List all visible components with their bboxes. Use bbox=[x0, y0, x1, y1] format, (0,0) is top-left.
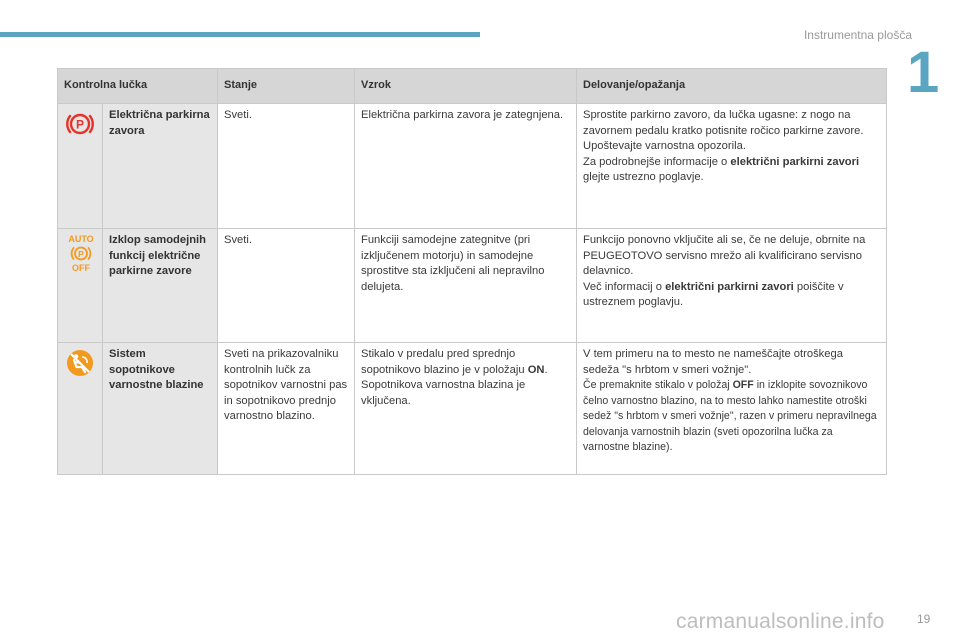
icon-label-p: P bbox=[78, 249, 84, 259]
icon-cell bbox=[58, 229, 103, 343]
lamp-name: Električna parkirna zavora bbox=[103, 104, 218, 229]
action-text-part: glejte ustrezno poglavje. bbox=[583, 171, 704, 183]
icon-cell bbox=[58, 343, 103, 475]
lamp-action bbox=[577, 104, 887, 229]
action-text: Funkcijo ponovno vključite ali se, če ne deluje, obrnite na PEUGEOTOVO servisno mrežo ali kvalificirano servisno delavnico. bbox=[583, 234, 866, 277]
table-header-row bbox=[58, 69, 887, 104]
lamp-state: Sveti. bbox=[218, 104, 355, 229]
cause-text bbox=[361, 347, 570, 378]
icon-label-auto: AUTO bbox=[68, 234, 94, 244]
action-switch-off: OFF bbox=[732, 379, 754, 391]
page-number: 19 bbox=[917, 612, 931, 626]
watermark: carmanualsonline.info bbox=[676, 610, 885, 633]
lamp-action bbox=[577, 229, 887, 343]
header-accent-bar bbox=[0, 32, 480, 37]
action-text bbox=[583, 280, 880, 311]
column-header-action: Delovanje/opažanja bbox=[577, 69, 887, 104]
lamp-cause bbox=[355, 343, 577, 475]
cause-text-part: Stikalo v predalu pred sprednjo sopotnikovo blazino je v položaju bbox=[361, 348, 528, 376]
table-row bbox=[58, 343, 887, 475]
icon-cell bbox=[58, 104, 103, 229]
action-text: Upoštevajte varnostna opozorila. bbox=[583, 140, 746, 152]
lamp-state: Sveti na prikazovalniku kontrolnih lučk za sopotnikov varnostni pas in sopotnikovo prednjo varnostno blazino. bbox=[218, 343, 355, 475]
auto-parking-brake-off-icon bbox=[64, 233, 98, 273]
cause-switch-on: ON bbox=[527, 363, 545, 376]
cause-text: Sopotnikova varnostna blazina je vključena. bbox=[361, 379, 526, 407]
lamp-state: Sveti. bbox=[218, 229, 355, 343]
lamp-name: Izklop samodejnih funkcij električne parkirne zavore bbox=[103, 229, 218, 343]
action-link-text: električni parkirni zavori bbox=[665, 280, 794, 293]
action-text: V tem primeru na to mesto ne nameščajte otroškega sedeža "s hrbtom v smeri vožnje". bbox=[583, 348, 843, 376]
chapter-number: 1 bbox=[907, 40, 940, 105]
column-header-state: Stanje bbox=[218, 69, 355, 104]
action-text: Sprostite parkirno zavoro, da lučka ugasne: z nogo na zavornem pedalu kratko potisnite ročico parkirne zavore. bbox=[583, 109, 864, 137]
action-text-part: Če premaknite stikalo v položaj bbox=[583, 379, 733, 391]
table-row bbox=[58, 104, 887, 229]
action-link-text: električni parkirni zavori bbox=[730, 155, 860, 168]
svg-text:P: P bbox=[75, 117, 85, 132]
column-header-lamp: Kontrolna lučka bbox=[58, 69, 218, 104]
lamp-cause: Električna parkirna zavora je zategnjena. bbox=[355, 104, 577, 229]
action-text bbox=[583, 155, 880, 186]
lamp-name: Sistem sopotnikove varnostne blazine bbox=[103, 343, 218, 475]
lamp-cause: Funkciji samodejne zategnitve (pri izključenem motorju) in samodejne sprostitve sta izključeni ali nepravilno delujeta. bbox=[355, 229, 577, 343]
cause-text-part: . bbox=[544, 363, 548, 376]
icon-label-off: OFF bbox=[72, 263, 90, 273]
action-text-part: in izklopite sovoznikovo čelno varnostno blazino, na to mesto lahko namestite otroški sedež "s hrbtom v smeri vožnje", razen v primeru nepravilnega delovanja varnostnih blazin (sveti opozorilna lučka za varnostne blazine). bbox=[583, 379, 877, 453]
lamp-action bbox=[577, 343, 887, 475]
action-text-part: Več informacij o bbox=[583, 280, 666, 293]
action-text-part: poiščite v ustreznem poglavju. bbox=[583, 280, 844, 308]
action-text bbox=[583, 378, 880, 456]
parking-brake-icon bbox=[64, 108, 96, 140]
warning-lights-table bbox=[57, 68, 887, 475]
table-row bbox=[58, 229, 887, 343]
section-title: Instrumentna plošča bbox=[803, 28, 912, 42]
column-header-cause: Vzrok bbox=[355, 69, 577, 104]
action-text-part: Za podrobnejše informacije o bbox=[583, 155, 731, 168]
passenger-airbag-off-icon bbox=[64, 347, 96, 379]
